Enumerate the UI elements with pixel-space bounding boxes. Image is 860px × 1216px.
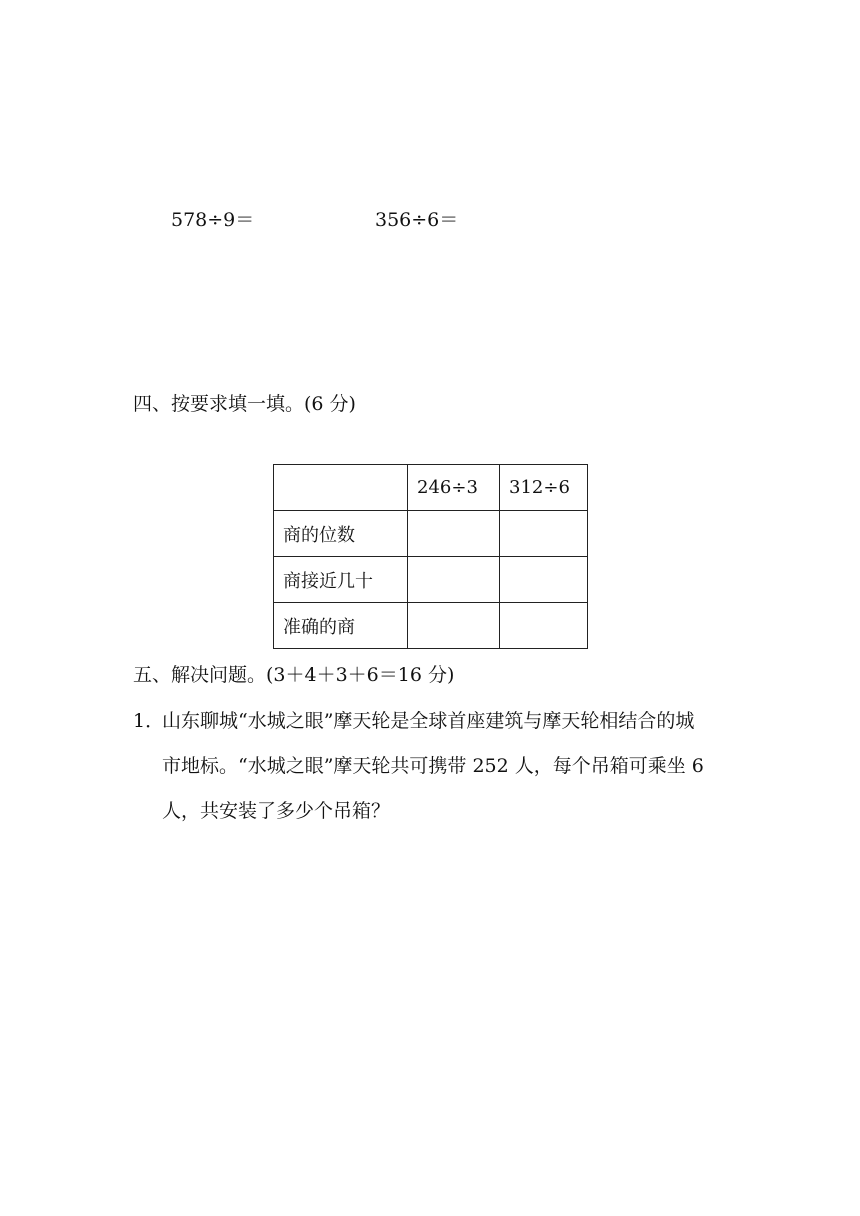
answer-cell[interactable] (408, 603, 500, 649)
table-header-row (274, 465, 588, 511)
row-label: 商接近几十 (274, 557, 408, 603)
table-row (274, 557, 588, 603)
table-row (274, 603, 588, 649)
answer-cell[interactable] (500, 557, 588, 603)
answer-cell[interactable] (408, 557, 500, 603)
problem-number: 1． (133, 710, 165, 732)
answer-cell[interactable] (500, 511, 588, 557)
problem-text-line: 山东聊城“水城之眼”摩天轮是全球首座建筑与摩天轮相结合的城 (162, 710, 695, 732)
table-header-cell: 312÷6 (500, 465, 588, 511)
answer-cell[interactable] (500, 603, 588, 649)
table-row (274, 511, 588, 557)
answer-cell[interactable] (408, 511, 500, 557)
table-header-cell (274, 465, 408, 511)
row-label: 准确的商 (274, 603, 408, 649)
problem-text-line: 人，共安装了多少个吊箱？ (162, 800, 391, 822)
equation-2: 356÷6＝ (375, 209, 459, 231)
row-label: 商的位数 (274, 511, 408, 557)
equation-1: 578÷9＝ (171, 209, 255, 231)
fill-in-table (273, 464, 588, 649)
section-5-title: 五、解决问题。(3＋4＋3＋6＝16 分) (133, 664, 455, 686)
table-header-cell: 246÷3 (408, 465, 500, 511)
section-4-title: 四、按要求填一填。(6 分) (133, 393, 356, 415)
problem-text-line: 市地标。“水城之眼”摩天轮共可携带 252 人，每个吊箱可乘坐 6 (162, 755, 704, 777)
